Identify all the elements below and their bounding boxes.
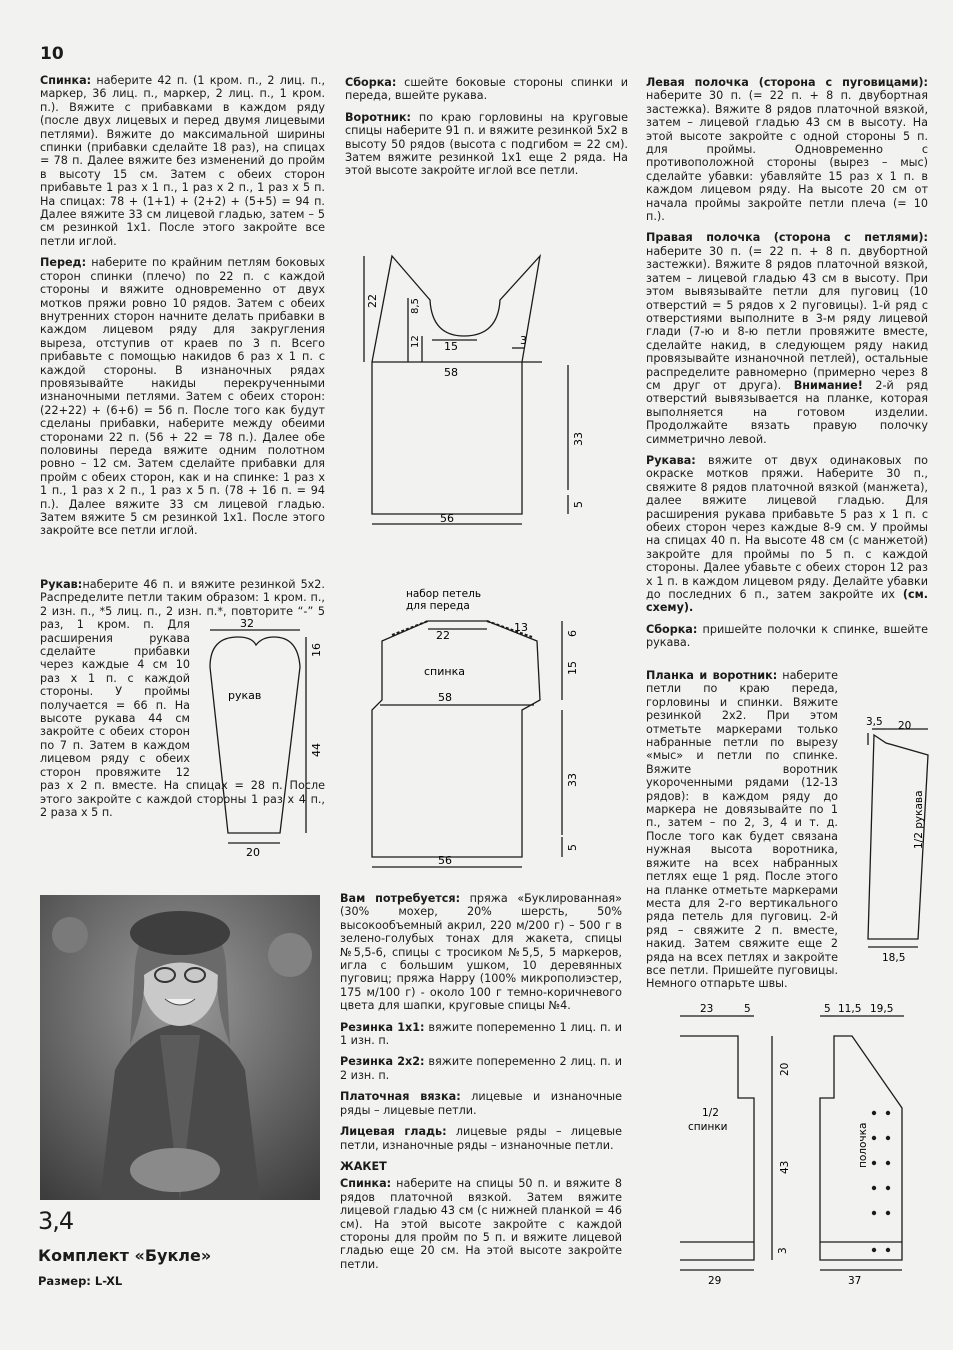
page-number: 10 bbox=[40, 44, 64, 64]
sleeve-width-20: 20 bbox=[246, 846, 260, 859]
pattern-number: 3,4 bbox=[38, 1207, 74, 1235]
mid-nabor: набор петель bbox=[406, 588, 482, 600]
top-d3: 3 bbox=[520, 334, 527, 347]
spinka-paragraph bbox=[40, 74, 325, 248]
mid-spinka: спинка bbox=[424, 665, 465, 678]
top-d22: 22 bbox=[366, 294, 379, 308]
fr-label: полочка bbox=[857, 1122, 869, 1168]
hb-d3: 3 bbox=[777, 1247, 789, 1254]
vorotnik-text: по краю горловины на круговые спицы наберите 91 п. и вяжите резинкой 5х2 в высоту 50 рядов (высота с подгибом = 22 см). Затем вяжите резинкой 1х1 еще 2 ряда. На этой высоте закройте иглой все петли. bbox=[345, 110, 629, 178]
r11-text: вяжите попеременно 1 лиц. п. и 1 изн. п. bbox=[340, 1020, 623, 1048]
rukava-tail: (см. схему). bbox=[646, 588, 928, 615]
pravaya-paragraph bbox=[646, 231, 928, 446]
spinka-text: наберите 42 п. (1 кром. п., 2 лиц. п., маркер, 36 лиц. п., маркер, 2 лиц. п., 1 кром. п.). Вяжите с прибавками в каждом ряду (после двух лицевых и перед двумя лицевыми петлями). Вяжите до максимальной ширины спинки (прибавки сделайте 18 раз), на спицах = 78 п. Далее вяжите без изменений до пройм в высоту 15 см. Затем с обеих сторон прибавьте 1 раз х 1 п., 1 раз х 2 п., 1 раз х 5 п. На спицах: 78 + (1+1) + (2+2) + (5+5) = 94 п. Далее вяжите 33 см лицевой гладью, затем – 5 см резинкой 1х1. После этого закройте все петли иглой. bbox=[40, 74, 326, 248]
hb-label-b: спинки bbox=[688, 1121, 728, 1133]
jacket-heading: ЖАКЕТ bbox=[340, 1159, 387, 1173]
rukava-heading: Рукава: bbox=[646, 453, 696, 467]
fr-d115: 11,5 bbox=[838, 1003, 862, 1015]
front-panel-diagram bbox=[812, 998, 912, 1288]
model-photo bbox=[40, 895, 320, 1200]
rukava-paragraph bbox=[646, 454, 928, 615]
hb-d29: 29 bbox=[708, 1275, 722, 1287]
sleeve-height-16: 16 bbox=[310, 643, 323, 657]
mid-d58: 58 bbox=[438, 691, 452, 704]
levaya-paragraph bbox=[646, 76, 928, 223]
left-column bbox=[40, 74, 325, 546]
jspinka-heading: Спинка: bbox=[340, 1177, 392, 1191]
pravaya-heading: Правая полочка (сторона с петлями): bbox=[646, 231, 928, 245]
top-d58: 58 bbox=[444, 366, 458, 379]
levaya-text: наберите 30 п. (= 22 п. + 8 п. двубортная застежка). Вяжите 8 рядов платочной вязкой, затем – лицевой гладью 43 см в высоту. На этой высоте закройте с одной стороны 5 п. для проймы. Одновременно с противоположной стороны (вырез – мыс) сделайте убавки: убавляйте 15 раз х 1 п. в каждом лицевом ряду. На высоте 20 см от начала проймы закройте петли плеча (= 10 п.). bbox=[646, 89, 928, 224]
hs-d20: 20 bbox=[898, 720, 912, 732]
top-d12: 12 bbox=[410, 335, 421, 348]
back-diagram bbox=[352, 575, 592, 875]
mid-d56: 56 bbox=[438, 854, 452, 867]
jspinka-paragraph bbox=[340, 1177, 622, 1271]
r22-heading: Резинка 2х2: bbox=[340, 1055, 425, 1069]
pered-paragraph bbox=[40, 256, 325, 538]
sborka-text: сшейте боковые стороны спинки и переда, вшейте рукава. bbox=[345, 76, 628, 103]
half-sleeve-diagram bbox=[858, 715, 948, 965]
pravaya-text2: 2-й ряд отверстий вывязывается на планке, которая выполняется на готовом изделии. Продолжайте вязать правую полочку симметрично левой. bbox=[646, 378, 928, 446]
rukav-heading: Рукав: bbox=[40, 578, 83, 591]
vnimanie-label: Внимание! bbox=[793, 378, 863, 392]
mid-d5: 5 bbox=[566, 844, 579, 851]
lg-text: лицевые ряды – лицевые петли, изнаночные ряды – изнаночные петли. bbox=[340, 1125, 623, 1152]
planka-heading: Планка и воротник: bbox=[646, 669, 778, 682]
need-text: пряжа «Буклированная» (30% мохер, 20% шерсть, 50% высокообъемный акрил, 220 м/200 г) – 500 г в зелено-голубых тонах для жакета, спицы №5,5-6, спицы с тросиком №5,5, 5 маркеров, игла с большим ушком, 10 деревянных пуговиц; пряжа Happy (100% микрополиэстер, 175 м/100 г) - около 100 г темно-коричневого цвета для шапки, круговые спицы №4. bbox=[340, 892, 622, 1013]
lg-heading: Лицевая гладь: bbox=[340, 1125, 447, 1139]
levaya-heading: Левая полочка (сторона с пуговицами): bbox=[646, 76, 928, 89]
hb-d20: 20 bbox=[779, 1062, 791, 1076]
hs-d185: 18,5 bbox=[882, 952, 906, 964]
hb-label-a: 1/2 bbox=[702, 1107, 719, 1119]
spinka-heading: Спинка: bbox=[40, 74, 92, 87]
hs-d35: 3,5 bbox=[866, 716, 883, 728]
fr-d5: 5 bbox=[824, 1003, 831, 1015]
r11-paragraph bbox=[340, 1021, 622, 1048]
sborka2-paragraph bbox=[646, 623, 928, 650]
pered-text: наберите по крайним петлям боковых сторон спинки (плечо) по 22 п. с каждой стороны и вяжите одновременно от двух мотков пряжи ровно 10 рядов. Затем с обеих внутренних сторон начните делать прибавки в каждом лицевом ряду для закругления выреза, отступив от краев по 3 п. Всего прибавьте с помощью накидов 6 раз х 1 п. с каждой стороны. В изнаночных рядах провязывайте накиды перекрученными изнаночными петлями. Затем с обеих сторон: (22+22) + (6+6) = 56 п. После того как будут сделаны прибавки, наберите между обеими сторонами 22 п. (56 + 22 = 78 п.). Далее обе половины переда вяжите одним полотном ровно – 12 см. Затем сделайте прибавки для пройм с обеих сторон, как и на спинке: 1 раз х 1 п., 1 раз х 2 п., 1 раз х 5 п. (78 + 16 п. = 94 п.). Далее вяжите 33 см лицевой гладью. Затем вяжите 5 см резинкой 1х1. После этого закройте все петли иглой. bbox=[40, 256, 325, 538]
r22-text: вяжите попеременно 2 лиц. п. и 2 изн. п. bbox=[340, 1055, 623, 1082]
sleeve-height-44: 44 bbox=[310, 743, 323, 757]
hb-d23: 23 bbox=[700, 1003, 714, 1015]
sborka2-heading: Сборка: bbox=[646, 622, 698, 636]
pered-heading: Перед: bbox=[40, 256, 87, 270]
vorotnik-paragraph bbox=[345, 111, 628, 178]
mid-d22: 22 bbox=[436, 629, 450, 642]
sborka-heading: Сборка: bbox=[345, 76, 397, 89]
jspinka-text: наберите на спицы 50 п. и вяжите 8 рядов платочной вязкой. Затем вяжите лицевой гладью 43 см (с нижней планкой = 46 см). На этой высоте закройте с каждой стороны для пройм по 5 п. и вяжите лицевой гладью еще 20 см. На этой высоте закройте петли. bbox=[340, 1177, 622, 1271]
mid-d33: 33 bbox=[566, 773, 579, 787]
top-d56: 56 bbox=[440, 512, 454, 525]
sleeve-width-32: 32 bbox=[240, 617, 254, 630]
fr-d37: 37 bbox=[848, 1275, 862, 1287]
need-paragraph bbox=[340, 892, 622, 1013]
sleeve-diagram bbox=[190, 615, 330, 875]
top-d15: 15 bbox=[444, 340, 458, 353]
half-back-diagram bbox=[668, 998, 808, 1288]
plat-paragraph bbox=[340, 1090, 622, 1117]
front-collar-diagram bbox=[352, 240, 592, 530]
hb-d5: 5 bbox=[744, 1003, 751, 1015]
rukav-text: наберите 46 п. и вяжите резинкой 5х2. Распределите петли таким образом: 1 кром. п., 2 изн. п., *5 лиц. п., 2 изн. п.*, повторите “-” 5 раз, 1 кром. п. Для расширения рукава сделайте прибавки через каждые 4 см 10 раз х 1 п. с каждой стороны. У проймы получается = 66 п. На высоте рукава 44 см закройте с обеих сторон по 7 п. Затем в каждом лицевом ряду с обеих сторон провяжите 12 раз х 2 п. вместе. На спицах = 28 п. После этого закройте с каждой стороны 1 раз х 4 п., 2 раза х 5 п. bbox=[40, 578, 325, 819]
hs-label: 1/2 рукава bbox=[913, 790, 925, 849]
top-d33: 33 bbox=[572, 432, 585, 446]
jacket-heading-paragraph bbox=[340, 1160, 622, 1173]
top-d85: 8,5 bbox=[410, 298, 421, 314]
sborka-paragraph bbox=[345, 76, 628, 103]
sleeve-label: рукав bbox=[228, 689, 262, 702]
hb-d43: 43 bbox=[779, 1160, 791, 1174]
pattern-size: Размер: L-XL bbox=[38, 1274, 123, 1288]
plat-text: лицевые и изнаночные ряды – лицевые петли. bbox=[340, 1090, 622, 1117]
vorotnik-heading: Воротник: bbox=[345, 110, 412, 124]
mid-d6: 6 bbox=[566, 630, 579, 637]
mid-d15: 15 bbox=[566, 661, 579, 675]
sborka2-text: пришейте полочки к спинке, вшейте рукава. bbox=[646, 622, 928, 650]
r22-paragraph bbox=[340, 1055, 622, 1082]
r11-heading: Резинка 1х1: bbox=[340, 1020, 425, 1034]
planka-text: наберите петли по краю переда, горловины и спинки. Вяжите резинкой 2х2. При этом отметьте маркерами только набранные петли по вырезу «мыс» и петли по спинке. Вяжите воротник укороченными рядами (12-13 рядов): в каждом ряду до маркера не довязывайте по 1 п., затем – по 2, 3, 4 и т. д. После того как будет связана нужная высота воротника, вяжите на всех набранных петлях еще 1 ряд. После этого на планке отметьте маркерами места для 2-го вертикального ряда петель для пуговиц. 2-й ряд – свяжите 2 п. вместе, накид. Затем свяжите еще 2 ряда на всех петлях и закройте все петли. Пришейте пуговицы. Немного отпарьте швы. bbox=[646, 669, 838, 991]
right-column bbox=[646, 76, 928, 658]
lg-paragraph bbox=[340, 1125, 622, 1152]
top-d5: 5 bbox=[572, 501, 585, 508]
rukava-text: вяжите от двух одинаковых по окраске мотков пряжи. Наберите 30 п., свяжите 8 рядов платочной вязкой (манжета), далее вяжите лицевой гладью. Для расширения рукава прибавьте 5 раз х 1 п. с обеих сторон через каждые 8-9 см. У проймы на спицах 40 п. На высоте 48 см (с манжетой) закройте для проймы по 5 п. с каждой стороны. Далее убавьте с обеих сторон 12 раз х 1 п. в каждом лицевом ряду. Делайте убавки до последних 6 п., затем закройте их bbox=[646, 453, 928, 602]
fr-d195: 19,5 bbox=[870, 1003, 894, 1015]
mid-dlya: для переда bbox=[406, 600, 470, 612]
mid-d13: 13 bbox=[514, 621, 528, 634]
plat-heading: Платочная вязка: bbox=[340, 1090, 461, 1104]
pravaya-text: наберите 30 п. (= 22 п. + 8 п. двубортной застежки). Вяжите 8 рядов платочной вязкой, затем – лицевой гладью 43 см в высоту. При этом вывязывайте петли для пуговиц (10 отверстий = 5 рядов х 2 пуговицы). 1-й ряд с отверстиями выполните в 3-м ряду лицевой глади (7-ю и 8-ю петли провяжите вместе, сделайте накид, в следующем ряду накид провязывайте изнаночной петлей), остальные распределите равномерно (примерно через 8 см друг от друга). bbox=[646, 244, 928, 392]
middle-column bbox=[345, 76, 628, 186]
pattern-title: Комплект «Букле» bbox=[38, 1246, 212, 1265]
materials-column bbox=[340, 892, 622, 1279]
need-heading: Вам потребуется: bbox=[340, 892, 461, 905]
